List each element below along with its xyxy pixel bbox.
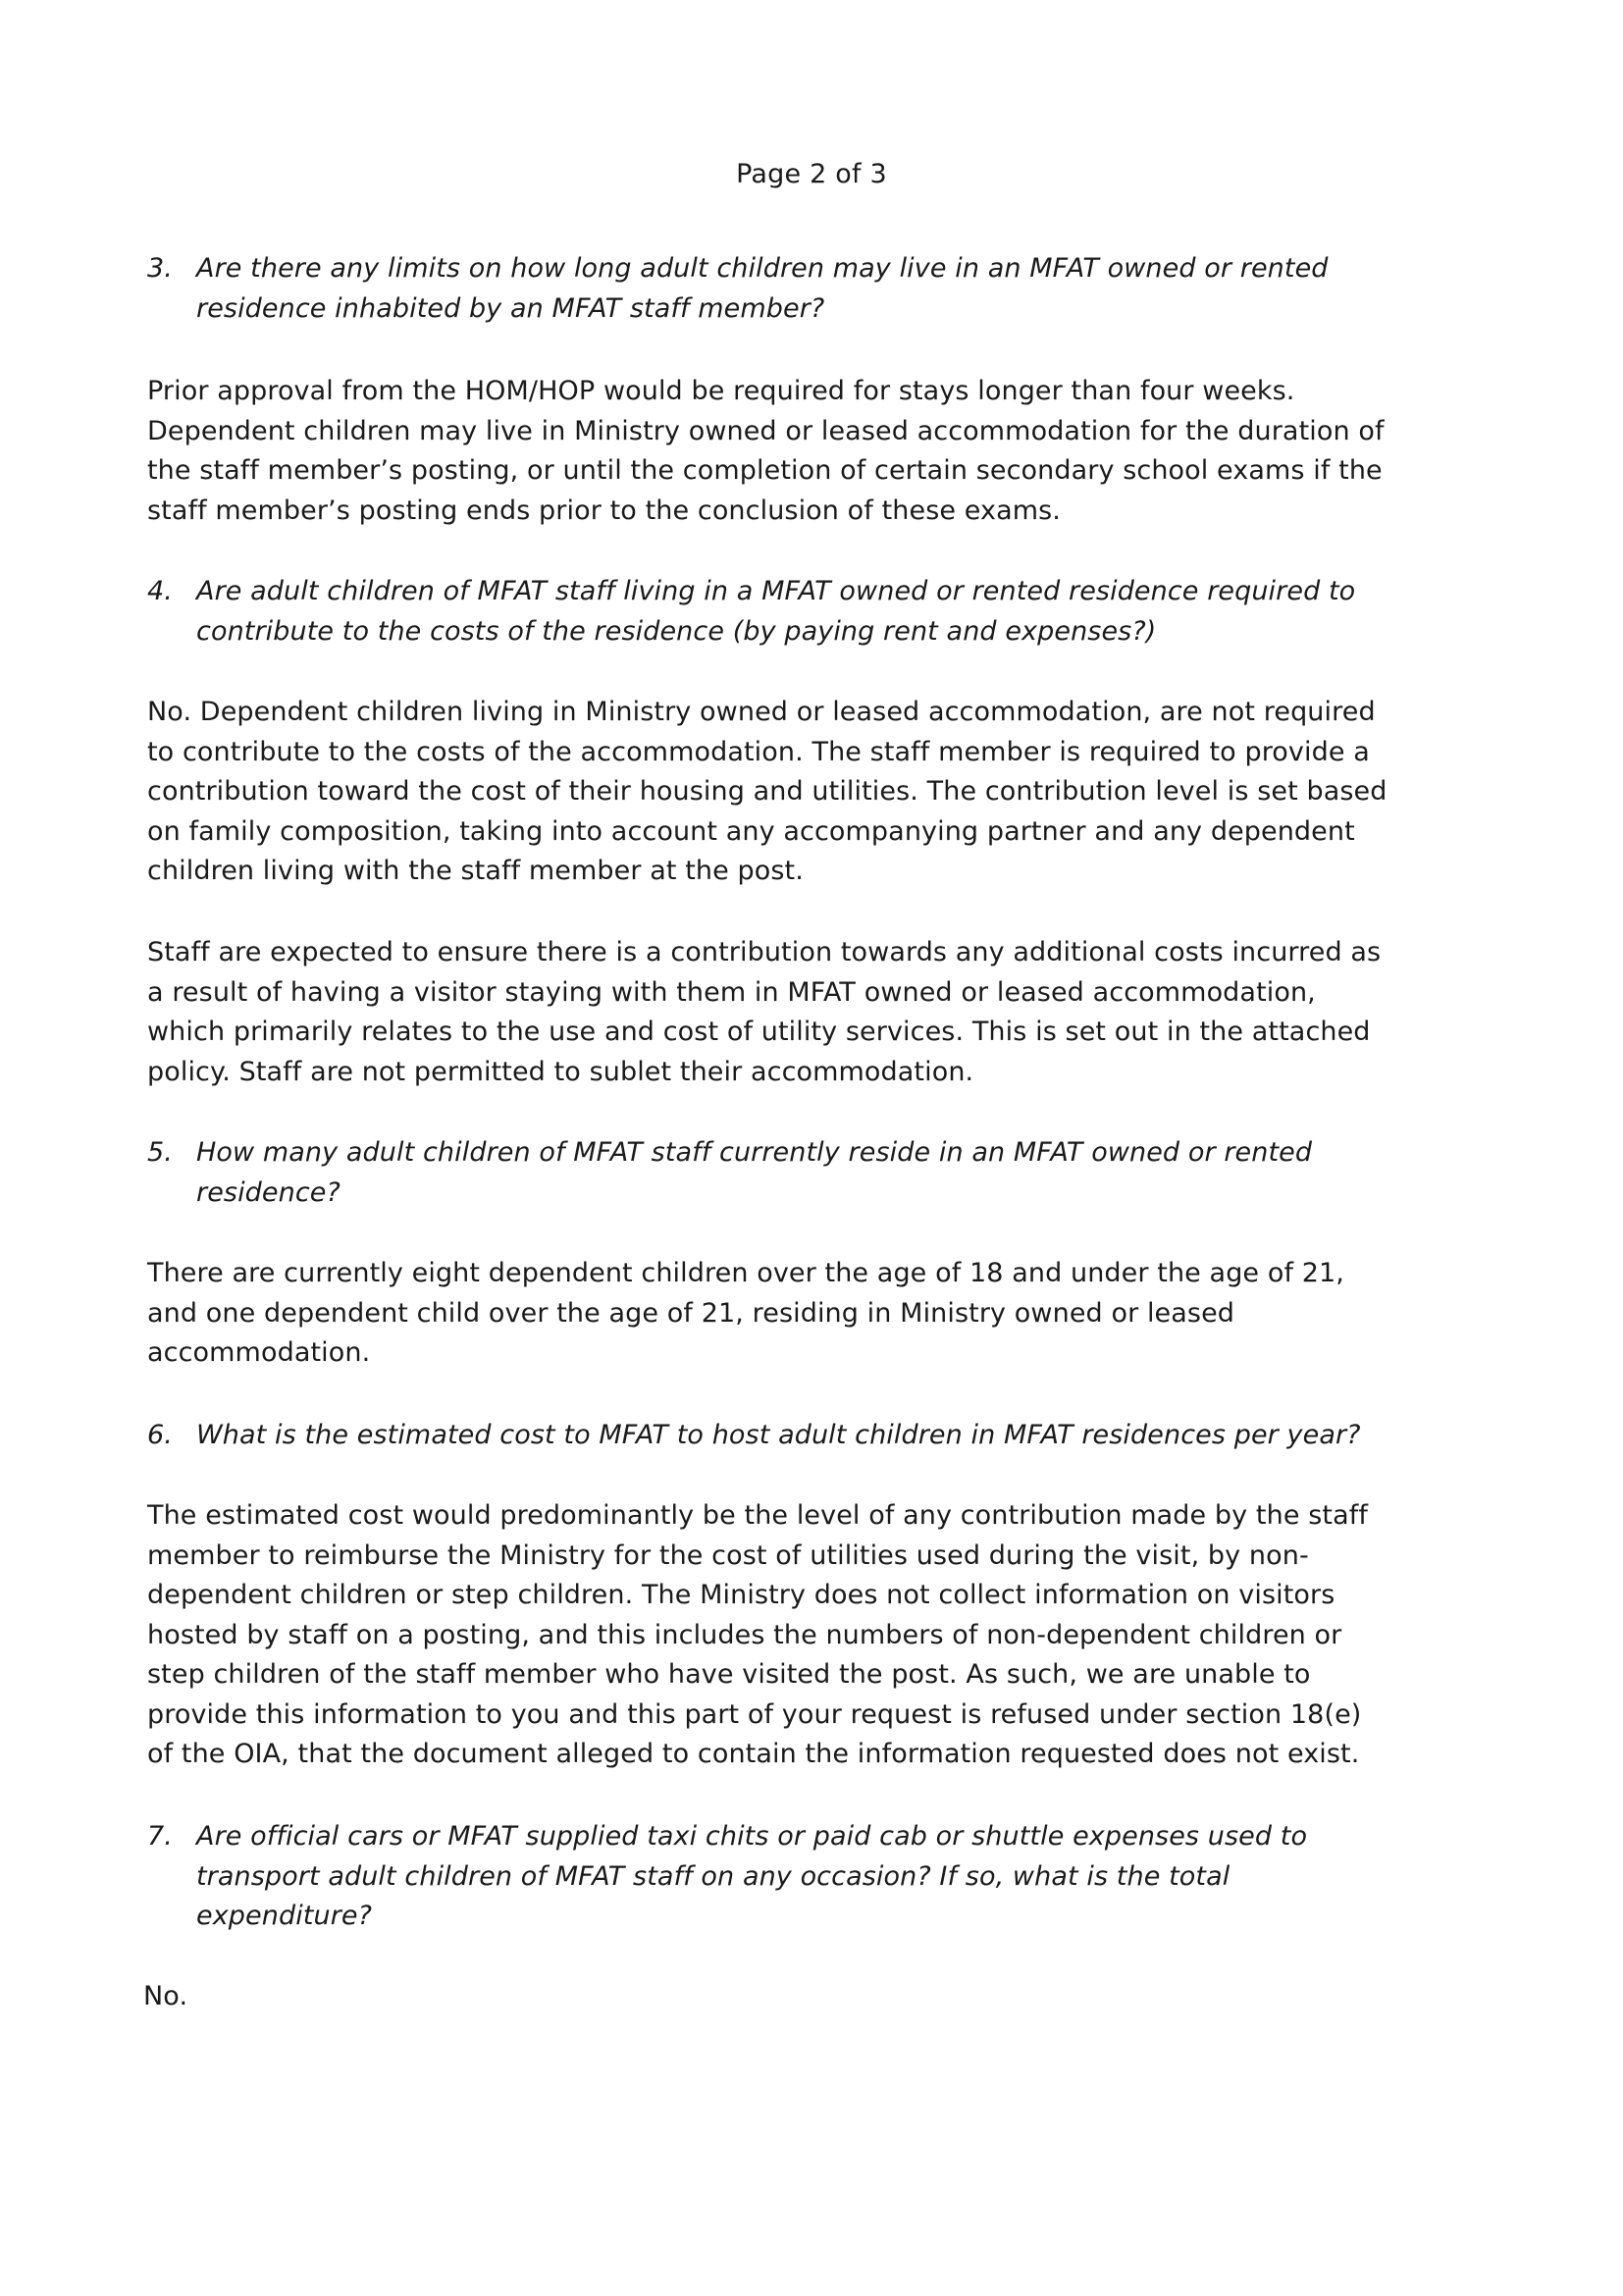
answer-line: children living with the staff member at the post. bbox=[147, 856, 804, 886]
question-line: contribute to the costs of the residence (by paying rent and expenses?) bbox=[196, 615, 1157, 647]
answer-line: a result of having a visitor staying with them in MFAT owned or leased accommodation, bbox=[147, 976, 1316, 1008]
answer-line: The estimated cost would predominantly be the level of any contribution made by the staff bbox=[147, 1500, 1368, 1531]
answer-line: staff member’s posting ends prior to the conclusion of these exams. bbox=[147, 495, 1061, 526]
answer-line: hosted by staff on a posting, and this includes the numbers of non-dependent children or bbox=[147, 1619, 1342, 1650]
question-line: 4. Are adult children of MFAT staff living in a MFAT owned or rented residence required to bbox=[147, 572, 1462, 612]
answer-line: step children of the staff member who have visited the post. As such, we are unable to bbox=[147, 1659, 1311, 1690]
question-number: 7. bbox=[147, 1821, 173, 1852]
question-3 bbox=[147, 249, 1462, 329]
answer-line: and one dependent child over the age of 21, residing in Ministry owned or leased bbox=[147, 1297, 1235, 1329]
answer-5-paragraph-1 bbox=[147, 1254, 1462, 1374]
answer-4-paragraph-1 bbox=[147, 693, 1462, 892]
answer-line: to contribute to the costs of the accommodation. The staff member is required to provide a bbox=[147, 736, 1370, 767]
answer-line: contribution toward the cost of their housing and utilities. The contribution level is set based bbox=[147, 776, 1387, 807]
question-number: 5. bbox=[147, 1137, 173, 1168]
question-5 bbox=[147, 1133, 1462, 1213]
question-number: 4. bbox=[147, 576, 173, 606]
question-line: residence inhabited by an MFAT staff member? bbox=[196, 292, 825, 324]
answer-line: Prior approval from the HOM/HOP would be required for stays longer than four weeks. bbox=[147, 376, 1295, 406]
question-7 bbox=[147, 1817, 1462, 1937]
answer-line: Dependent children may live in Ministry owned or leased accommodation for the duration of bbox=[147, 415, 1385, 446]
answer-4-paragraph-2 bbox=[147, 933, 1462, 1092]
answer-line: Staff are expected to ensure there is a contribution towards any additional costs incurred as bbox=[147, 937, 1382, 967]
answer-line: on family composition, taking into account any accompanying partner and any dependent bbox=[147, 815, 1355, 847]
answer-3-paragraph-1 bbox=[147, 372, 1462, 531]
answer-line: dependent children or step children. The Ministry does not collect information on visitors bbox=[147, 1580, 1335, 1610]
question-line: 3. Are there any limits on how long adult children may live in an MFAT owned or rented bbox=[147, 249, 1462, 289]
answer-line: accommodation. bbox=[147, 1337, 371, 1368]
question-line: 5. How many adult children of MFAT staff currently reside in an MFAT owned or rented bbox=[147, 1133, 1462, 1174]
question-line: transport adult children of MFAT staff on any occasion? If so, what is the total bbox=[196, 1860, 1230, 1892]
answer-line: provide this information to you and this part of your request is refused under section 18(e) bbox=[147, 1698, 1362, 1730]
question-line: 6. What is the estimated cost to MFAT to host adult children in MFAT residences per year? bbox=[147, 1416, 1462, 1456]
question-line: residence? bbox=[196, 1176, 340, 1208]
answer-line: There are currently eight dependent children over the age of 18 and under the age of 21, bbox=[147, 1258, 1344, 1288]
answer-line: policy. Staff are not permitted to sublet their accommodation. bbox=[147, 1056, 974, 1087]
answer-line: of the OIA, that the document alleged to contain the information requested does not exist. bbox=[147, 1739, 1360, 1769]
question-number: 6. bbox=[147, 1420, 173, 1450]
answer-line: which primarily relates to the use and cost of utility services. This is set out in the attached bbox=[147, 1017, 1371, 1047]
question-6 bbox=[147, 1416, 1462, 1456]
answer-7-paragraph-1 bbox=[143, 1977, 1458, 2017]
answer-line: the staff member’s posting, or until the completion of certain secondary school exams if the bbox=[147, 455, 1383, 486]
answer-line: No. bbox=[143, 1981, 188, 2011]
question-4 bbox=[147, 572, 1462, 652]
page-number: Page 2 of 3 bbox=[736, 159, 887, 189]
question-line: expenditure? bbox=[196, 1901, 373, 1931]
answer-6-paragraph-1 bbox=[147, 1496, 1462, 1775]
answer-line: member to reimburse the Ministry for the cost of utilities used during the visit, by non- bbox=[147, 1539, 1309, 1571]
question-number: 3. bbox=[147, 253, 173, 284]
answer-line: No. Dependent children living in Ministry owned or leased accommodation, are not required bbox=[147, 697, 1376, 727]
question-line: 7. Are official cars or MFAT supplied taxi chits or paid cab or shuttle expenses used to bbox=[147, 1817, 1462, 1857]
